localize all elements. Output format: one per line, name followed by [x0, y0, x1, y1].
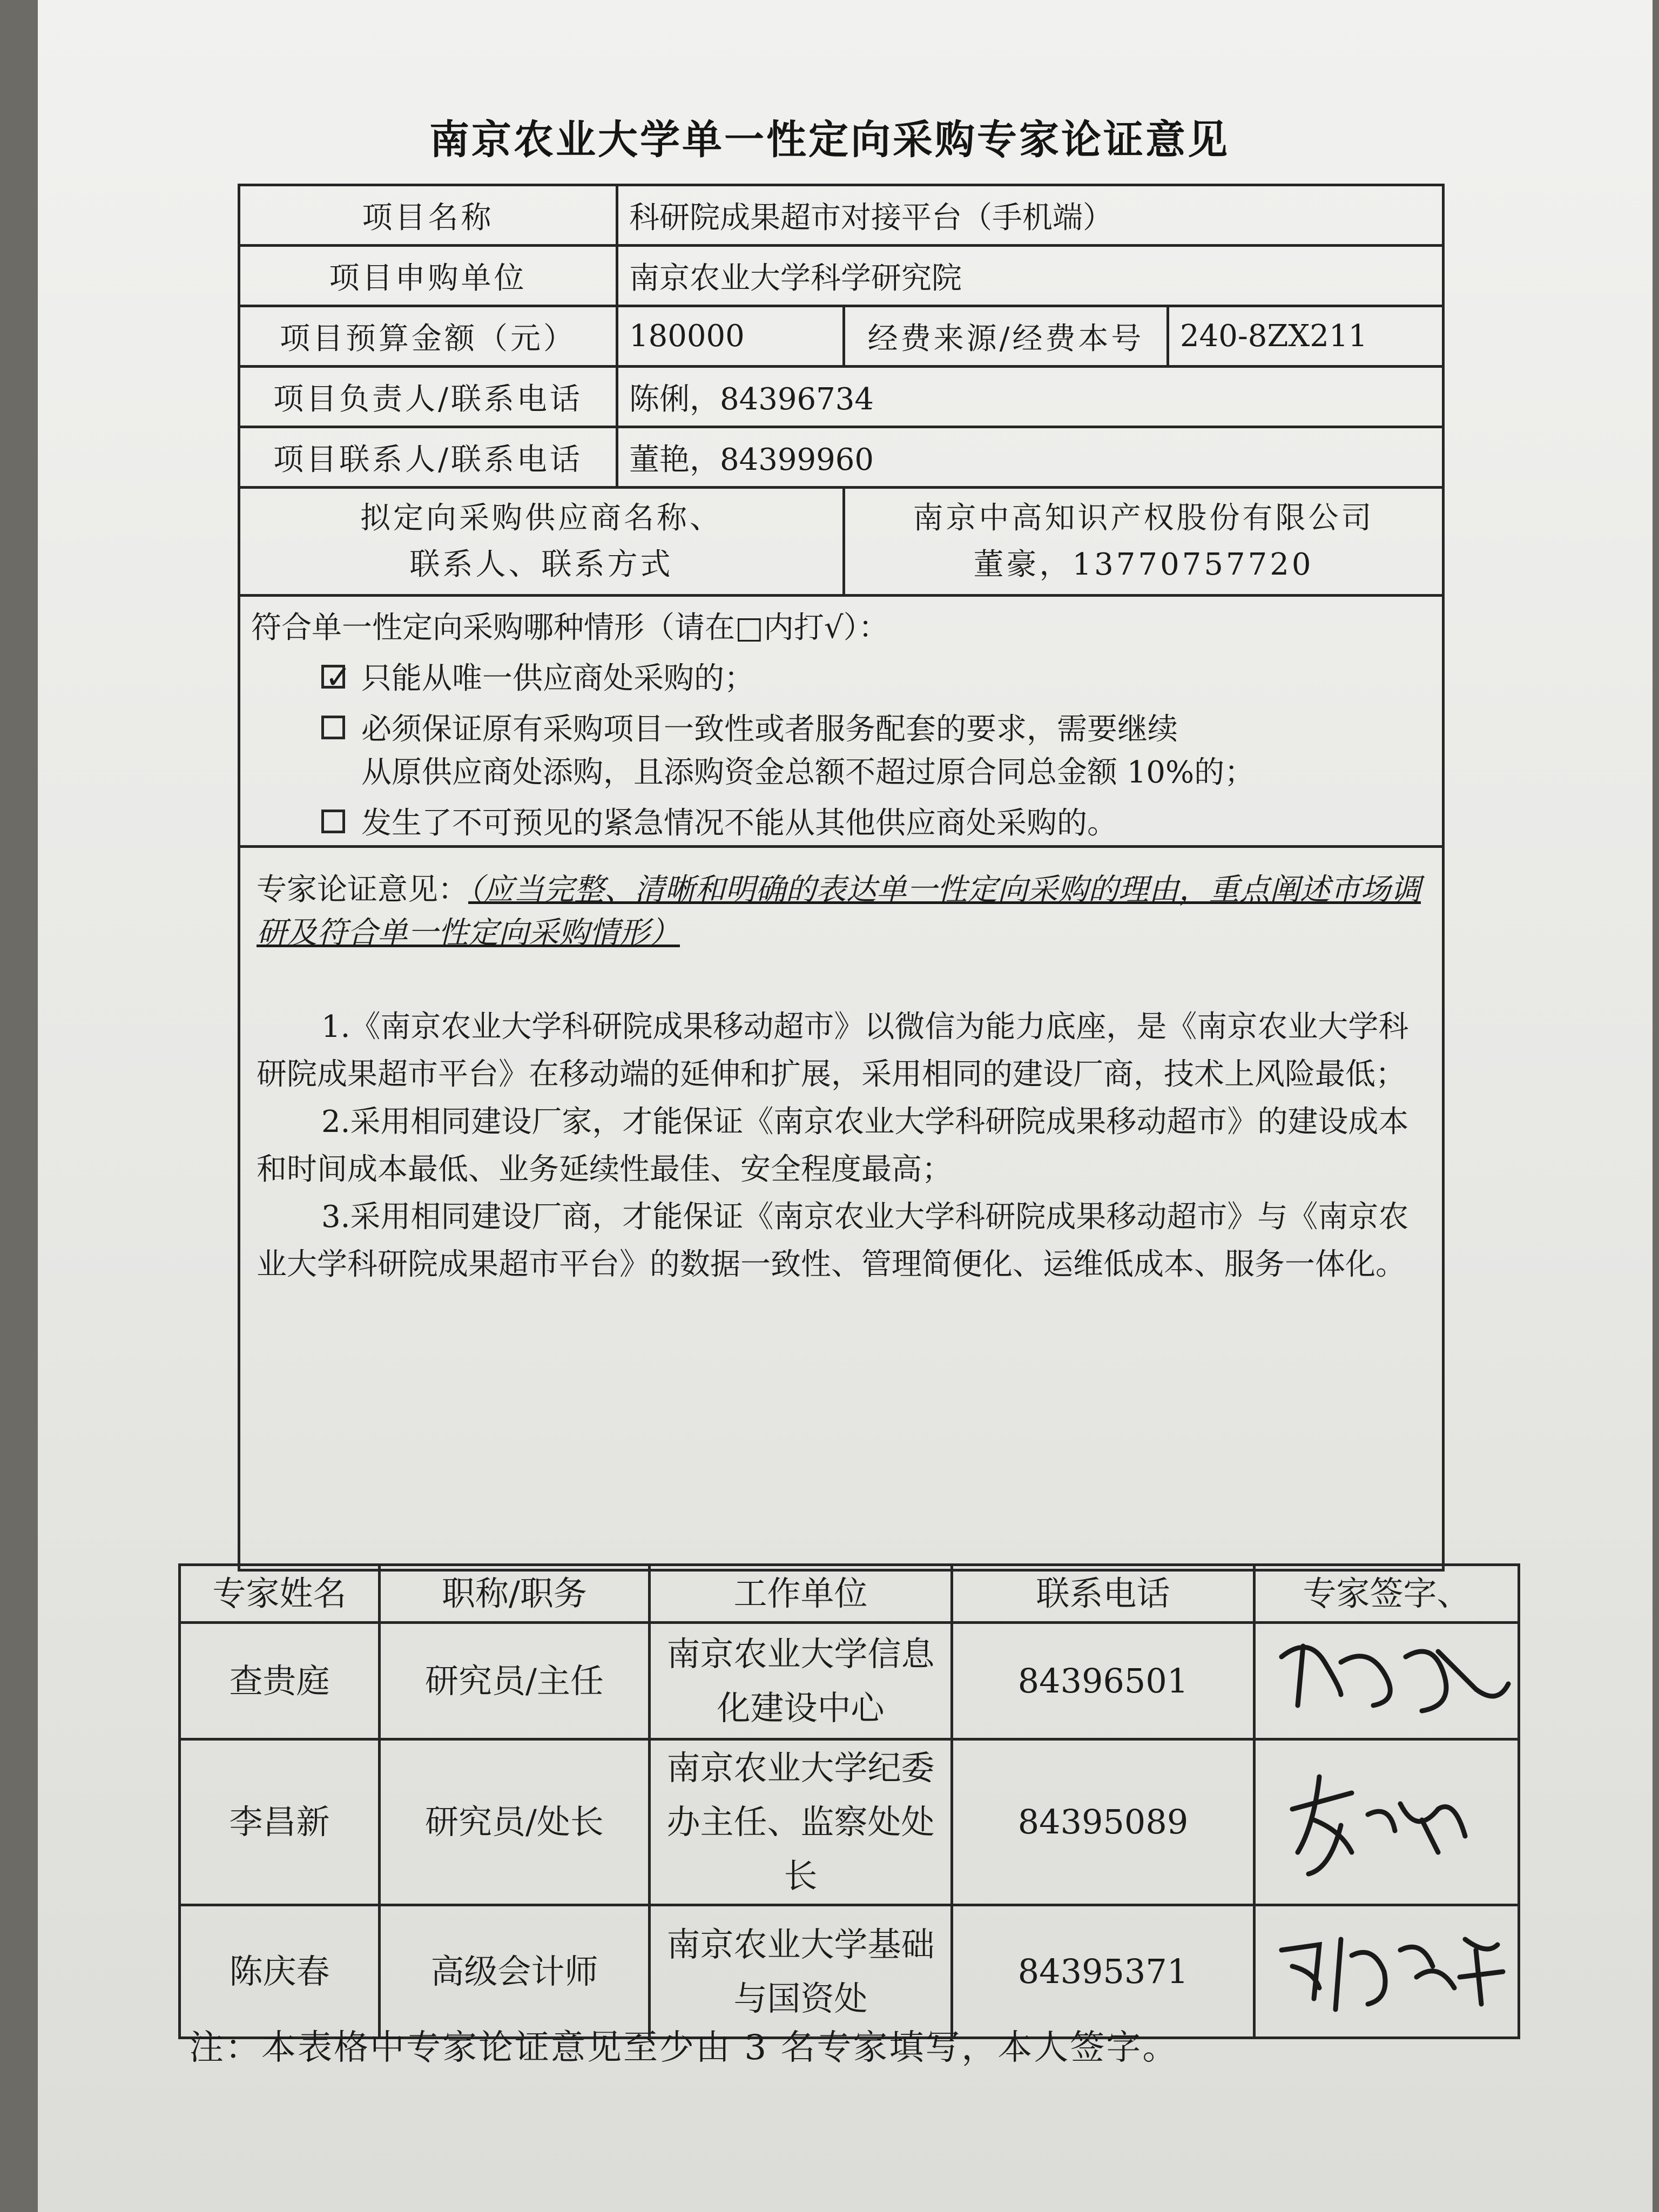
- fund-label: 经费来源/经费本号: [844, 306, 1168, 367]
- checkbox-icon[interactable]: [321, 810, 345, 833]
- expert-unit: 南京农业大学信息化建设中心: [650, 1623, 952, 1739]
- header-unit: 工作单位: [650, 1565, 952, 1623]
- condition-option-2-text: [361, 708, 1255, 794]
- expert-phone: 84396501: [952, 1623, 1255, 1739]
- table-row: [180, 1739, 1519, 1905]
- condition-option-1-text: 只能从唯一供应商处采购的；: [361, 661, 754, 696]
- opinion-guide: （应当完整、清晰和明确的表达单一性定向采购的理由，重点阐述市场调研及符合单一性定向采购情形）: [257, 872, 1421, 950]
- opinion-cell: [239, 847, 1444, 1570]
- expert-phone: 84395089: [952, 1739, 1255, 1905]
- condition-option-1: [321, 657, 1431, 700]
- supplier-value: [844, 488, 1444, 596]
- header-title: 职称/职务: [380, 1565, 650, 1623]
- applicant-value: 南京农业大学科学研究院: [617, 246, 1444, 306]
- opinion-label: 专家论证意见：: [257, 872, 468, 907]
- expert-title: 研究员/处长: [380, 1739, 650, 1905]
- row-opinion: [239, 847, 1444, 1570]
- checkbox-checked-icon[interactable]: [321, 665, 345, 689]
- opinion-paragraph-1: 1.《南京农业大学科研院成果移动超市》以微信为能力底座，是《南京农业大学科研院成果超市平台》在移动端的延伸和扩展，采用相同的建设厂商，技术上风险最低；: [257, 1009, 1409, 1092]
- footnote: 注：本表格中专家论证意见至少由 3 名专家填写，本人签字。: [189, 2028, 1179, 2068]
- opinion-header: [257, 868, 1426, 955]
- condition-option-3-text: 发生了不可预见的紧急情况不能从其他供应商处采购的。: [361, 806, 1117, 841]
- row-supplier: [239, 488, 1444, 596]
- header-expert-name: 专家姓名: [180, 1565, 380, 1623]
- expert-unit: 南京农业大学基础与国资处: [650, 1905, 952, 2038]
- row-leader: [239, 367, 1444, 427]
- row-conditions: [239, 596, 1444, 847]
- project-name-value: 科研院成果超市对接平台（手机端）: [617, 185, 1444, 246]
- contact-label: 项目联系人/联系电话: [239, 427, 617, 488]
- condition-option-2: [321, 708, 1431, 794]
- expert-phone: 84395371: [952, 1905, 1255, 2038]
- expert-name: 李昌新: [180, 1739, 380, 1905]
- signature-scribble-icon: [1260, 1624, 1514, 1722]
- supplier-label-line-1: 拟定向采购供应商名称、: [360, 500, 723, 536]
- table-row: [180, 1905, 1519, 2038]
- supplier-contact: 董豪，13770757720: [973, 547, 1314, 582]
- supplier-label: [239, 488, 844, 596]
- condition-option-2-line-1: 必须保证原有采购项目一致性或者服务配套的要求，需要继续: [361, 712, 1178, 747]
- leader-label: 项目负责人/联系电话: [239, 367, 617, 427]
- budget-value: 180000: [617, 306, 844, 367]
- fund-value: 240-8ZX211: [1168, 306, 1444, 367]
- expert-title: 高级会计师: [380, 1905, 650, 2038]
- expert-signature: [1255, 1905, 1519, 2038]
- project-name-label: 项目名称: [239, 185, 617, 246]
- checkbox-icon[interactable]: [321, 716, 345, 739]
- table-row: [180, 1623, 1519, 1739]
- row-contact: [239, 427, 1444, 488]
- leader-value: 陈俐，84396734: [617, 367, 1444, 427]
- document-title: 南京农业大学单一性定向采购专家论证意见: [429, 117, 1230, 163]
- condition-option-3: [321, 802, 1431, 845]
- opinion-paragraph-2: 2.采用相同建设厂家，才能保证《南京农业大学科研院成果移动超市》的建设成本和时间成本最低、业务延续性最佳、安全程度最高；: [257, 1104, 1409, 1187]
- conditions-cell: [239, 596, 1444, 847]
- supplier-name: 南京中高知识产权股份有限公司: [913, 500, 1374, 536]
- condition-option-2-line-2: 从原供应商处添购，且添购资金总额不超过原合同总金额 10%的；: [361, 755, 1255, 790]
- expert-title: 研究员/主任: [380, 1623, 650, 1739]
- expert-name: 查贵庭: [180, 1623, 380, 1739]
- applicant-label: 项目申购单位: [239, 246, 617, 306]
- row-budget: [239, 306, 1444, 367]
- signature-scribble-icon: [1260, 1907, 1514, 2020]
- contact-value: 董艳，84399960: [617, 427, 1444, 488]
- signature-scribble-icon: [1260, 1744, 1514, 1885]
- experts-table: [178, 1563, 1520, 2039]
- project-info-table: [238, 184, 1445, 1572]
- header-signature: 专家签字、: [1255, 1565, 1519, 1623]
- header-phone: 联系电话: [952, 1565, 1255, 1623]
- conditions-header: 符合单一性定向采购哪种情形（请在□内打√）：: [251, 610, 889, 645]
- expert-name: 陈庆春: [180, 1905, 380, 2038]
- opinion-paragraph-3: 3.采用相同建设厂商，才能保证《南京农业大学科研院成果移动超市》与《南京农业大学科研院成果超市平台》的数据一致性、管理简便化、运维低成本、服务一体化。: [257, 1199, 1409, 1282]
- row-applicant: [239, 246, 1444, 306]
- budget-label: 项目预算金额（元）: [239, 306, 617, 367]
- expert-signature: [1255, 1623, 1519, 1739]
- experts-header-row: [180, 1565, 1519, 1623]
- expert-signature: [1255, 1739, 1519, 1905]
- expert-unit: 南京农业大学纪委办主任、监察处处长: [650, 1739, 952, 1905]
- row-project-name: [239, 185, 1444, 246]
- supplier-label-line-2: 联系人、联系方式: [409, 547, 673, 582]
